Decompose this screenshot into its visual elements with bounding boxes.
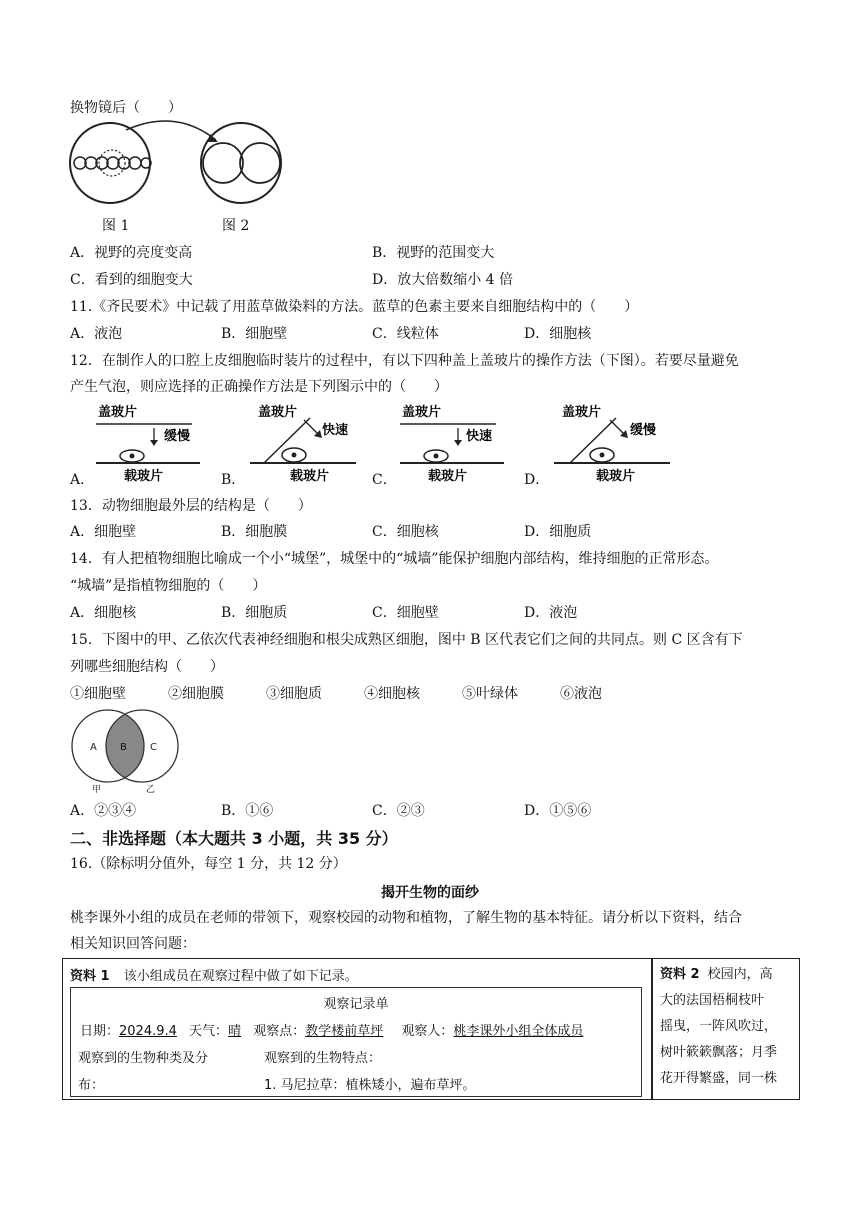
q10-option-d[interactable]: D．放大倍数缩小 4 倍 [372, 272, 514, 288]
q10-option-c[interactable]: C．看到的细胞变大 [70, 272, 193, 288]
material-1-text: 该小组成员在观察过程中做了如下记录。 [123, 969, 358, 984]
slow-label-a: 缓慢 [164, 429, 191, 444]
q14-option-b[interactable]: B．细胞质 [221, 605, 288, 621]
figure-2-label: 图 2 [222, 218, 250, 234]
q16-intro-line1: 桃李课外小组的成员在老师的带领下，观察校园的动物和植物，了解生物的基本特征。请分析以下资料，结合 [70, 910, 742, 926]
slide-label-a: 载玻片 [124, 469, 164, 484]
venn-label-yi: 乙 [146, 785, 156, 794]
cover-label-d: 盖玻片 [562, 405, 602, 420]
q15-item-6: ⑥液泡 [560, 686, 602, 702]
material-2-line-1: 资料 2 校园内，高 [660, 967, 773, 982]
q11-option-d[interactable]: D．细胞核 [524, 326, 592, 342]
slide-label-c: 载玻片 [428, 469, 468, 484]
q14-question-line2: “城墙”是指植物细胞的（ ） [70, 578, 267, 594]
record-item-1: 1. 马尼拉草：植株矮小，遍布草坪。 [264, 1078, 476, 1093]
table-divider [651, 958, 653, 1100]
q12-question-line1: 12．在制作人的口腔上皮细胞临时装片的过程中，有以下四种盖上盖玻片的操作方法（下图）。若要尽量避免 [70, 353, 739, 369]
venn-label-jia: 甲 [92, 785, 102, 794]
microscope-field-figures [66, 118, 296, 218]
q10-question-tail: 换物镜后（ ） [70, 100, 182, 116]
material-2-line-5: 花开得繁盛，同一株 [660, 1071, 778, 1086]
coverslip-diagram-a [92, 400, 204, 484]
q15-item-3: ③细胞质 [266, 686, 322, 702]
q15-option-b[interactable]: B．①⑥ [221, 803, 274, 819]
section-2-heading: 二、非选择题（本大题共 3 小题，共 35 分） [70, 829, 398, 848]
material-2-line-3: 摇曳，一阵风吹过， [660, 1019, 778, 1034]
cover-label-b: 盖玻片 [258, 405, 298, 420]
coverslip-diagram-c [396, 400, 508, 484]
record-title: 观察记录单 [323, 997, 389, 1012]
q13-question: 13．动物细胞最外层的结构是（ ） [70, 498, 312, 514]
q12-option-c[interactable]: C． [372, 472, 397, 488]
venn-diagram [66, 706, 186, 794]
q13-option-d[interactable]: D．细胞质 [524, 524, 592, 540]
q12-option-d[interactable]: D． [524, 472, 550, 488]
q15-item-4: ④细胞核 [364, 686, 420, 702]
material-2-line-4: 树叶簌簌飘落；月季 [660, 1045, 778, 1060]
q15-item-5: ⑤叶绿体 [462, 686, 518, 702]
q15-option-d[interactable]: D．①⑤⑥ [524, 803, 592, 819]
fast-label-b: 快速 [322, 423, 349, 438]
q14-question-line1: 14．有人把植物细胞比喻成一个小“城堡”，城堡中的“城墙”能保护细胞内部结构，维持细胞的正常形态。 [70, 551, 719, 567]
date-value: 2024.9.4 [119, 1024, 177, 1039]
record-date-row [80, 1020, 583, 1039]
material-2-label: 资料 2 [660, 967, 700, 982]
weather-label: 天气： [189, 1024, 229, 1039]
q12-option-b[interactable]: B． [221, 472, 246, 488]
q15-question-line1: 15．下图中的甲、乙依次代表神经细胞和根尖成熟区细胞，图中 B 区代表它们之间的共同点。则 C 区含有下 [70, 632, 743, 648]
venn-label-a: A [90, 742, 97, 753]
material-2-line-2: 大的法国梧桐枝叶 [660, 993, 765, 1008]
place-label: 观察点： [253, 1024, 306, 1039]
date-label: 日期： [80, 1024, 120, 1039]
q10-option-b[interactable]: B．视野的范围变大 [372, 245, 495, 261]
material-1-header [70, 965, 358, 984]
q15-question-line2: 列哪些细胞结构（ ） [70, 659, 224, 675]
q15-option-a[interactable]: A．②③④ [70, 803, 137, 819]
cover-label-c: 盖玻片 [402, 405, 442, 420]
fast-label-c: 快速 [466, 429, 493, 444]
q16-title: 揭开生物的面纱 [381, 885, 479, 901]
slide-label-b: 载玻片 [290, 469, 330, 484]
coverslip-diagram-d [550, 400, 674, 484]
q14-option-c[interactable]: C．细胞壁 [372, 605, 439, 621]
q14-option-a[interactable]: A．细胞核 [70, 605, 137, 621]
q15-item-1: ①细胞壁 [70, 686, 126, 702]
observer-value: 桃李课外小组全体成员 [453, 1024, 584, 1039]
q16-question: 16.（除标明分值外，每空 1 分，共 12 分） [70, 856, 347, 872]
figure-1-label: 图 1 [102, 218, 130, 234]
cover-label-a: 盖玻片 [98, 405, 138, 420]
slide-label-d: 载玻片 [596, 469, 636, 484]
q10-option-a[interactable]: A．视野的亮度变高 [70, 245, 193, 261]
q11-question: 11.《齐民要术》中记载了用蓝草做染料的方法。蓝草的色素主要来自细胞结构中的（ ） [70, 299, 639, 315]
q12-question-line2: 产生气泡，则应选择的正确操作方法是下列图示中的（ ） [70, 379, 448, 395]
q11-option-b[interactable]: B．细胞壁 [221, 326, 288, 342]
q13-option-b[interactable]: B．细胞膜 [221, 524, 288, 540]
record-col2-header: 观察到的生物特点： [264, 1051, 382, 1066]
q16-intro-line2: 相关知识回答问题： [70, 936, 196, 952]
venn-label-c: C [150, 742, 157, 753]
venn-label-b: B [120, 742, 127, 753]
material-2-column [660, 962, 798, 1092]
weather-value: 晴 [228, 1024, 242, 1039]
record-col1-line1: 观察到的生物种类及分 [78, 1051, 209, 1066]
observer-label: 观察人： [401, 1024, 454, 1039]
material-1-label: 资料 1 [70, 969, 110, 984]
record-col1-line2: 布： [78, 1078, 105, 1093]
q13-option-c[interactable]: C．细胞核 [372, 524, 439, 540]
q11-option-c[interactable]: C．线粒体 [372, 326, 439, 342]
q15-option-c[interactable]: C．②③ [372, 803, 425, 819]
place-value: 教学楼前草坪 [305, 1024, 384, 1039]
slow-label-d: 缓慢 [630, 423, 657, 438]
q15-item-2: ②细胞膜 [168, 686, 224, 702]
q13-option-a[interactable]: A．细胞壁 [70, 524, 137, 540]
coverslip-diagram-b [244, 400, 360, 484]
q11-option-a[interactable]: A．液泡 [70, 326, 123, 342]
q14-option-d[interactable]: D．液泡 [524, 605, 578, 621]
q12-option-a[interactable]: A． [70, 472, 95, 488]
